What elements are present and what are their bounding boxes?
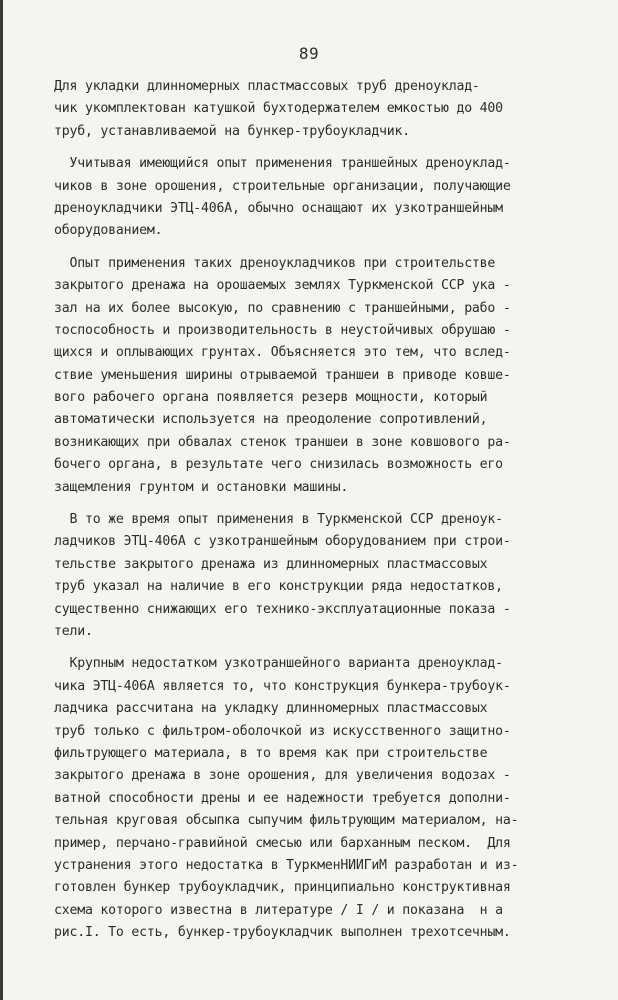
text-line: дреноукладчики ЭТЦ-406А, обычно оснащают их узкотраншейным [54, 200, 503, 216]
text-line: ватной способности дрены и ее надежности требуется дополни- [54, 790, 511, 806]
text-line: рис.I. То есть, бункер-трубоукладчик выполнен трехотсечным. [54, 925, 511, 941]
text-line: Учитывая имеющийся опыт применения траншейных дреноуклад- [54, 156, 511, 172]
text-line: бочего органа, в результате чего снизилась возможность его [54, 457, 503, 473]
scan-edge [0, 0, 3, 1000]
text-line: труб, устанавливаемой на бункер-трубоукладчик. [54, 123, 411, 139]
text-line: тели. [54, 623, 93, 639]
text-line: ствие уменьшения ширины отрываемой траншеи в приводе ковше- [54, 367, 511, 383]
text-line: щихся и оплывающих грунтах. Объясняется это тем, что вслед- [54, 345, 511, 361]
page-number: 89 [298, 44, 320, 63]
paragraph [54, 509, 574, 643]
text-line: возникающих при обвалах стенок траншеи в зоне ковшового ра- [54, 434, 511, 450]
text-line: оборудованием. [54, 223, 163, 239]
paragraph [54, 76, 574, 143]
text-line: пример, перчано-гравийной смесью или барханным песком. Для [54, 835, 511, 851]
text-line: чика ЭТЦ-406А является то, что конструкция бункера-трубоук- [54, 678, 511, 694]
text-line: схема которого известна в литературе / I / и показана н а [54, 902, 503, 918]
text-line: вого рабочего органа появляется резерв мощности, который [54, 390, 488, 406]
text-line: закрытого дренажа в зоне орошения, для увеличения водозах - [54, 768, 511, 784]
text-line: готовлен бункер трубоукладчик, принципиально конструктивная [54, 880, 511, 896]
text-line: устранения этого недостатка в ТуркменНИИГиМ разработан и из- [54, 857, 519, 873]
text-line: чик укомплектован катушкой бухтодержателем емкостью до 400 [54, 101, 503, 117]
text-line: ладчиков ЭТЦ-406А с узкотраншейным оборудованием при строи- [54, 534, 511, 550]
text-line: ладчика рассчитана на укладку длинномерных пластмассовых [54, 701, 488, 717]
document-body [54, 76, 574, 944]
text-line: защемления грунтом и остановки машины. [54, 479, 349, 495]
text-line: зал на их более высокую, по сравнению с траншейными, рабо - [54, 300, 511, 316]
paragraph [54, 653, 574, 944]
text-line: фильтрующего материала, в то время как при строительстве [54, 745, 488, 761]
text-line: автоматически используется на преодоление сопротивлений, [54, 412, 488, 428]
text-line: тельстве закрытого дренажа из длинномерных пластмассовых [54, 556, 488, 572]
text-line: тельная круговая обсыпка сыпучим фильтрующим материалом, на- [54, 813, 519, 829]
text-line: тоспособность и производительность в неустойчивых обрушаю - [54, 322, 511, 338]
text-line: чиков в зоне орошения, строительные организации, получающие [54, 178, 511, 194]
text-line: закрытого дренажа на орошаемых землях Туркменской ССР ука - [54, 278, 511, 294]
text-line: Опыт применения таких дреноукладчиков при строительстве [54, 255, 496, 271]
text-line: Для укладки длинномерных пластмассовых труб дреноуклад- [54, 79, 480, 94]
text-line: существенно снижающих его технико-эксплуатационные показа - [54, 601, 511, 617]
text-line: труб только с фильтром-оболочкой из искусственного защитно- [54, 723, 511, 739]
text-line: Крупным недостатком узкотраншейного варианта дреноуклад- [54, 656, 503, 672]
paragraph [54, 253, 574, 499]
text-line: труб указал на наличие в его конструкции ряда недостатков, [54, 579, 503, 595]
paragraph [54, 153, 574, 243]
text-line: В то же время опыт применения в Туркменской ССР дреноук- [54, 512, 503, 528]
